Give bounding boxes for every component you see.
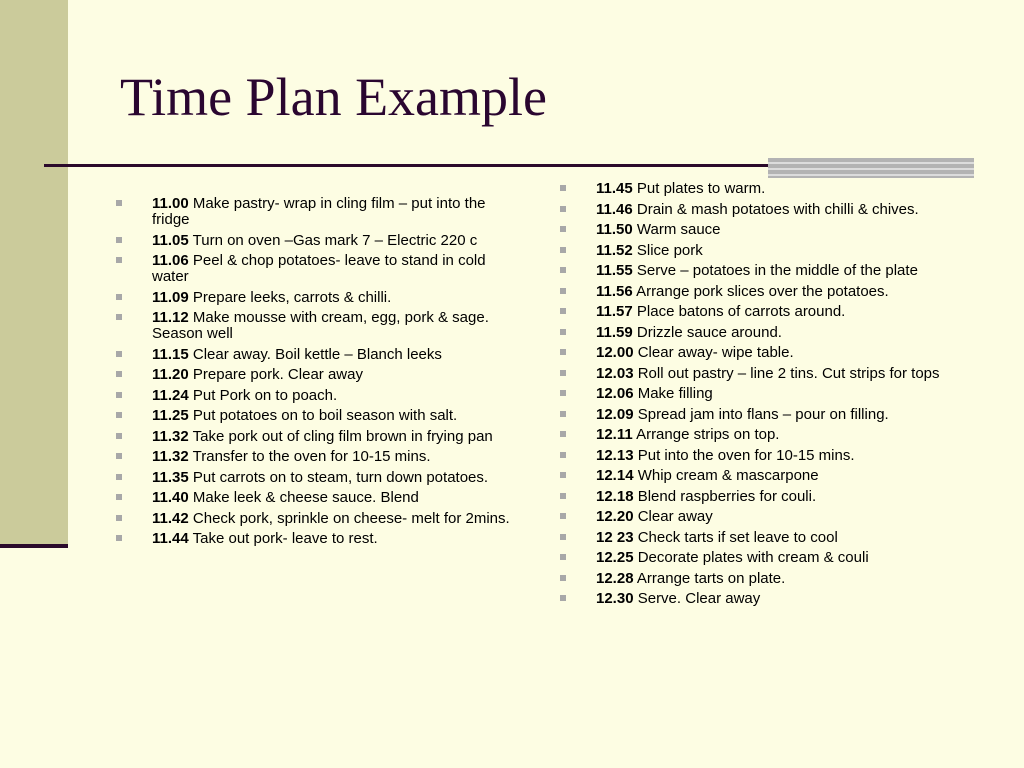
schedule-time: 12.25 (596, 549, 634, 566)
schedule-item (556, 530, 966, 546)
square-bullet-icon (116, 433, 122, 439)
schedule-item (556, 591, 966, 607)
schedule-item (556, 181, 966, 197)
square-bullet-icon (116, 371, 122, 377)
schedule-task: Clear away- wipe table. (637, 344, 794, 361)
schedule-time: 12.28 (596, 569, 634, 587)
square-bullet-icon (560, 431, 566, 437)
schedule-item (112, 388, 512, 404)
schedule-task: Roll out pastry – line 2 tins. Cut strips for tops (637, 364, 940, 382)
schedule-time: 11.05 (152, 231, 189, 249)
schedule-item (556, 386, 966, 402)
square-bullet-icon (560, 554, 566, 560)
schedule-task: Make leek & cheese sauce. Blend (192, 489, 419, 506)
schedule-item (556, 345, 966, 361)
square-bullet-icon (116, 294, 122, 300)
schedule-time: 12.20 (596, 508, 634, 525)
schedule-task: Make mousse with cream, egg, pork & sage. Season well (152, 309, 489, 342)
schedule-item (556, 509, 966, 525)
schedule-item (556, 489, 966, 505)
schedule-time: 11.32 (152, 427, 189, 445)
square-bullet-icon (560, 185, 566, 191)
schedule-time: 11.09 (152, 288, 189, 306)
schedule-item (556, 468, 966, 484)
schedule-task: Drain & mash potatoes with chilli & chives. (636, 200, 919, 218)
schedule-task: Warm sauce (636, 221, 721, 238)
schedule-time: 11.44 (152, 530, 189, 547)
schedule-task: Take pork out of cling film brown in frying pan (192, 427, 493, 445)
schedule-time: 12.09 (596, 405, 634, 423)
square-bullet-icon (116, 392, 122, 398)
schedule-task: Whip cream & mascarpone (637, 467, 819, 484)
schedule-item (112, 347, 512, 363)
schedule-time: 11.42 (152, 509, 189, 527)
left-schedule-list (112, 196, 512, 552)
schedule-time: 12.11 (596, 426, 633, 443)
schedule-time: 12.30 (596, 590, 634, 607)
schedule-task: Clear away. Boil kettle – Blanch leeks (192, 345, 442, 363)
schedule-task: Serve – potatoes in the middle of the plate (636, 262, 918, 279)
square-bullet-icon (116, 515, 122, 521)
divider-accent-block (768, 158, 974, 178)
schedule-item (556, 407, 966, 423)
schedule-time: 11.15 (152, 345, 189, 363)
schedule-time: 12.00 (596, 344, 634, 361)
schedule-time: 12 23 (596, 528, 634, 546)
schedule-item (556, 427, 966, 443)
schedule-item (112, 310, 512, 342)
schedule-time: 11.25 (152, 407, 189, 424)
schedule-task: Peel & chop potatoes- leave to stand in cold water (152, 252, 486, 285)
schedule-item (556, 263, 966, 279)
schedule-task: Spread jam into flans – pour on filling. (637, 405, 889, 423)
square-bullet-icon (560, 411, 566, 417)
square-bullet-icon (116, 453, 122, 459)
schedule-task: Put Pork on to poach. (192, 386, 338, 404)
schedule-item (112, 490, 512, 506)
schedule-task: Blend raspberries for couli. (637, 487, 817, 505)
schedule-task: Turn on oven –Gas mark 7 – Electric 220 c (192, 231, 478, 249)
schedule-item (556, 550, 966, 566)
schedule-item (112, 429, 512, 445)
square-bullet-icon (560, 206, 566, 212)
schedule-item (112, 531, 512, 547)
square-bullet-icon (560, 452, 566, 458)
square-bullet-icon (560, 575, 566, 581)
side-decor-band (0, 0, 68, 548)
schedule-item (556, 222, 966, 238)
square-bullet-icon (116, 314, 122, 320)
schedule-task: Put carrots on to steam, turn down potatoes. (192, 468, 489, 486)
schedule-time: 11.56 (596, 282, 633, 300)
schedule-time: 12.06 (596, 385, 634, 402)
schedule-task: Make pastry- wrap in cling film – put into the fridge (152, 195, 486, 228)
square-bullet-icon (560, 288, 566, 294)
square-bullet-icon (560, 349, 566, 355)
schedule-item (556, 284, 966, 300)
square-bullet-icon (560, 329, 566, 335)
square-bullet-icon (560, 308, 566, 314)
square-bullet-icon (560, 390, 566, 396)
schedule-item (112, 511, 512, 527)
schedule-time: 11.12 (152, 309, 189, 326)
schedule-task: Clear away (637, 508, 713, 525)
square-bullet-icon (560, 595, 566, 601)
slide-title: Time Plan Example (120, 67, 547, 127)
schedule-item (556, 202, 966, 218)
schedule-time: 11.59 (596, 323, 633, 341)
schedule-task: Drizzle sauce around. (636, 323, 782, 341)
schedule-task: Place batons of carrots around. (636, 303, 846, 320)
schedule-time: 11.24 (152, 386, 189, 404)
schedule-task: Put plates to warm. (636, 180, 766, 197)
square-bullet-icon (116, 494, 122, 500)
schedule-time: 12.03 (596, 364, 634, 382)
schedule-item (556, 243, 966, 259)
schedule-time: 12.13 (596, 446, 634, 464)
schedule-task: Put into the oven for 10-15 mins. (637, 446, 855, 464)
schedule-task: Check pork, sprinkle on cheese- melt for 2mins. (192, 509, 510, 527)
square-bullet-icon (116, 412, 122, 418)
schedule-task: Take out pork- leave to rest. (192, 530, 378, 547)
schedule-time: 12.14 (596, 467, 634, 484)
schedule-task: Arrange strips on top. (636, 426, 780, 443)
schedule-time: 11.57 (596, 303, 633, 320)
schedule-task: Arrange tarts on plate. (636, 569, 786, 587)
square-bullet-icon (116, 351, 122, 357)
square-bullet-icon (116, 200, 122, 206)
schedule-time: 11.35 (152, 468, 189, 486)
schedule-time: 11.06 (152, 252, 189, 269)
schedule-item (556, 571, 966, 587)
schedule-time: 11.46 (596, 200, 633, 218)
side-decor-edge (0, 544, 68, 548)
schedule-time: 11.00 (152, 195, 189, 212)
square-bullet-icon (560, 247, 566, 253)
schedule-time: 12.18 (596, 487, 634, 505)
square-bullet-icon (560, 513, 566, 519)
schedule-task: Prepare leeks, carrots & chilli. (192, 288, 392, 306)
square-bullet-icon (560, 370, 566, 376)
schedule-item (112, 449, 512, 465)
square-bullet-icon (116, 474, 122, 480)
schedule-time: 11.45 (596, 180, 633, 197)
schedule-time: 11.50 (596, 221, 633, 238)
schedule-task: Decorate plates with cream & couli (637, 549, 869, 566)
schedule-item (556, 325, 966, 341)
square-bullet-icon (560, 493, 566, 499)
square-bullet-icon (560, 267, 566, 273)
schedule-item (556, 366, 966, 382)
schedule-item (556, 304, 966, 320)
square-bullet-icon (560, 226, 566, 232)
schedule-time: 11.20 (152, 366, 189, 383)
square-bullet-icon (560, 534, 566, 540)
schedule-item (112, 233, 512, 249)
schedule-task: Slice pork (636, 241, 703, 259)
schedule-item (112, 470, 512, 486)
schedule-task: Make filling (637, 385, 713, 402)
right-schedule-list (556, 181, 966, 612)
schedule-item (112, 408, 512, 424)
schedule-item (556, 448, 966, 464)
square-bullet-icon (116, 257, 122, 263)
schedule-task: Transfer to the oven for 10-15 mins. (192, 448, 431, 465)
schedule-task: Prepare pork. Clear away (192, 366, 363, 383)
schedule-time: 11.52 (596, 241, 633, 259)
schedule-item (112, 367, 512, 383)
schedule-time: 11.55 (596, 262, 633, 279)
schedule-task: Put potatoes on to boil season with salt. (192, 407, 458, 424)
schedule-task: Check tarts if set leave to cool (637, 528, 838, 546)
schedule-task: Arrange pork slices over the potatoes. (636, 282, 889, 300)
schedule-time: 11.32 (152, 448, 189, 465)
square-bullet-icon (116, 535, 122, 541)
schedule-item (112, 290, 512, 306)
schedule-item (112, 253, 512, 285)
square-bullet-icon (560, 472, 566, 478)
schedule-task: Serve. Clear away (637, 590, 761, 607)
schedule-time: 11.40 (152, 489, 189, 506)
schedule-item (112, 196, 512, 228)
square-bullet-icon (116, 237, 122, 243)
